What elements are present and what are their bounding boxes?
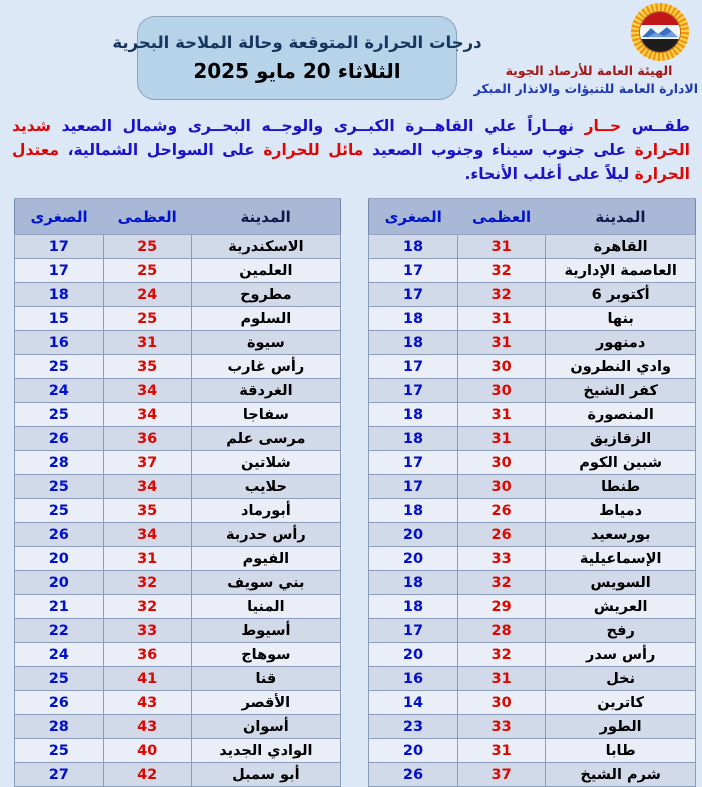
max-temp: 37 bbox=[457, 763, 545, 787]
max-temp: 26 bbox=[457, 523, 545, 547]
city-name: المنصورة bbox=[546, 403, 696, 427]
city-name: الإسماعيلية bbox=[546, 547, 696, 571]
forecast-segment: معتدل الحرارة bbox=[12, 141, 690, 184]
table-row bbox=[15, 595, 341, 619]
table-row bbox=[369, 547, 696, 571]
max-temp: 31 bbox=[457, 307, 545, 331]
city-name: شرم الشيخ bbox=[546, 763, 696, 787]
min-temp: 22 bbox=[15, 619, 104, 643]
min-temp: 18 bbox=[369, 235, 458, 259]
temperature-table-left bbox=[14, 198, 341, 787]
table-row bbox=[369, 499, 696, 523]
city-name: الطور bbox=[546, 715, 696, 739]
table-row bbox=[15, 283, 341, 307]
city-name: بورسعيد bbox=[546, 523, 696, 547]
max-temp: 41 bbox=[103, 667, 191, 691]
max-temp: 33 bbox=[457, 547, 545, 571]
min-temp: 27 bbox=[15, 763, 104, 787]
city-name: وادي النطرون bbox=[546, 355, 696, 379]
min-temp: 28 bbox=[15, 715, 104, 739]
city-name: العاصمة الإدارية bbox=[546, 259, 696, 283]
city-name: بنها bbox=[546, 307, 696, 331]
flag-circle-icon bbox=[639, 11, 681, 53]
max-temp: 32 bbox=[103, 571, 191, 595]
max-temp: 31 bbox=[457, 235, 545, 259]
header-row bbox=[369, 199, 696, 235]
min-temp: 18 bbox=[369, 595, 458, 619]
forecast-segment: ليلاً على أغلب الأنحاء. bbox=[464, 165, 635, 184]
city-name: السويس bbox=[546, 571, 696, 595]
table-row bbox=[369, 427, 696, 451]
min-temp: 23 bbox=[369, 715, 458, 739]
min-temp: 25 bbox=[15, 739, 104, 763]
table-row bbox=[369, 235, 696, 259]
table-row bbox=[15, 475, 341, 499]
forecast-segment: على جنوب سيناء وجنوب الصعيد bbox=[363, 141, 635, 160]
max-temp: 40 bbox=[103, 739, 191, 763]
min-temp: 18 bbox=[369, 403, 458, 427]
max-temp: 30 bbox=[457, 691, 545, 715]
table-row bbox=[15, 379, 341, 403]
org-name: الهيئة العامة للأرصاد الجوية bbox=[505, 63, 673, 78]
city-name: أبو سمبل bbox=[191, 763, 340, 787]
forecast-segment: مائل للحرارة bbox=[263, 141, 364, 160]
table-row bbox=[369, 763, 696, 787]
min-temp: 26 bbox=[369, 763, 458, 787]
city-name: المنيا bbox=[191, 595, 340, 619]
table-row bbox=[369, 379, 696, 403]
max-temp: 31 bbox=[457, 403, 545, 427]
max-temp: 33 bbox=[457, 715, 545, 739]
table-row bbox=[369, 619, 696, 643]
max-temp: 35 bbox=[103, 499, 191, 523]
city-name: رفح bbox=[546, 619, 696, 643]
max-temp: 32 bbox=[457, 259, 545, 283]
column-header-max: العظمى bbox=[103, 199, 191, 235]
min-temp: 26 bbox=[15, 523, 104, 547]
org-department: الادارة العامة للتنبؤات والانذار المبكر bbox=[473, 81, 698, 97]
bulletin-header bbox=[0, 0, 702, 106]
table-row bbox=[15, 259, 341, 283]
city-name: بني سويف bbox=[191, 571, 340, 595]
max-temp: 30 bbox=[457, 379, 545, 403]
column-header-city: المدينة bbox=[191, 199, 340, 235]
min-temp: 25 bbox=[15, 667, 104, 691]
table-body bbox=[369, 235, 696, 787]
min-temp: 20 bbox=[15, 571, 104, 595]
min-temp: 18 bbox=[369, 427, 458, 451]
min-temp: 20 bbox=[369, 523, 458, 547]
title-box bbox=[112, 16, 482, 100]
min-temp: 25 bbox=[15, 355, 104, 379]
table-row bbox=[15, 691, 341, 715]
table-row bbox=[15, 571, 341, 595]
min-temp: 17 bbox=[369, 475, 458, 499]
max-temp: 30 bbox=[457, 475, 545, 499]
table-row bbox=[15, 331, 341, 355]
min-temp: 25 bbox=[15, 403, 104, 427]
column-header-min: الصغرى bbox=[15, 199, 104, 235]
table-row bbox=[15, 547, 341, 571]
table-row bbox=[15, 427, 341, 451]
city-name: دمنهور bbox=[546, 331, 696, 355]
min-temp: 16 bbox=[15, 331, 104, 355]
max-temp: 42 bbox=[103, 763, 191, 787]
forecast-segment: على السواحل الشمالية، bbox=[59, 141, 264, 160]
city-name: أبورماد bbox=[191, 499, 340, 523]
temperature-tables bbox=[0, 192, 702, 787]
max-temp: 24 bbox=[103, 283, 191, 307]
cloud-mountain-icon bbox=[640, 25, 680, 38]
city-name: رأس غارب bbox=[191, 355, 340, 379]
min-temp: 28 bbox=[15, 451, 104, 475]
table-row bbox=[15, 355, 341, 379]
table-row bbox=[369, 571, 696, 595]
city-name: سيوة bbox=[191, 331, 340, 355]
max-temp: 37 bbox=[103, 451, 191, 475]
city-name: كاترين bbox=[546, 691, 696, 715]
met-authority-sun-logo-icon bbox=[631, 3, 689, 61]
min-temp: 17 bbox=[369, 283, 458, 307]
max-temp: 43 bbox=[103, 715, 191, 739]
table-row bbox=[369, 283, 696, 307]
table-row bbox=[369, 667, 696, 691]
city-name: سوهاج bbox=[191, 643, 340, 667]
forecast-segment: طقــس bbox=[621, 117, 690, 135]
table-row bbox=[15, 763, 341, 787]
min-temp: 17 bbox=[369, 619, 458, 643]
flag-red-stripe bbox=[640, 12, 680, 25]
city-name: الغردقة bbox=[191, 379, 340, 403]
flag-black-stripe bbox=[640, 39, 680, 52]
max-temp: 31 bbox=[103, 547, 191, 571]
max-temp: 31 bbox=[457, 427, 545, 451]
city-name: طابا bbox=[546, 739, 696, 763]
table-row bbox=[369, 331, 696, 355]
city-name: الأقصر bbox=[191, 691, 340, 715]
max-temp: 32 bbox=[103, 595, 191, 619]
max-temp: 32 bbox=[457, 643, 545, 667]
min-temp: 17 bbox=[369, 451, 458, 475]
min-temp: 20 bbox=[15, 547, 104, 571]
city-name: حلايب bbox=[191, 475, 340, 499]
city-name: السلوم bbox=[191, 307, 340, 331]
max-temp: 31 bbox=[457, 739, 545, 763]
bulletin-title: درجات الحرارة المتوقعة وحالة الملاحة البحرية bbox=[112, 33, 482, 52]
city-name: العريش bbox=[546, 595, 696, 619]
min-temp: 24 bbox=[15, 643, 104, 667]
min-temp: 20 bbox=[369, 739, 458, 763]
table-row bbox=[369, 259, 696, 283]
table-row bbox=[369, 307, 696, 331]
min-temp: 26 bbox=[15, 691, 104, 715]
max-temp: 34 bbox=[103, 523, 191, 547]
table-row bbox=[15, 451, 341, 475]
table-row bbox=[15, 523, 341, 547]
min-temp: 21 bbox=[15, 595, 104, 619]
city-name: كفر الشيخ bbox=[546, 379, 696, 403]
max-temp: 32 bbox=[457, 283, 545, 307]
bulletin-date: الثلاثاء 20 مايو 2025 bbox=[193, 59, 401, 83]
city-name: أسيوط bbox=[191, 619, 340, 643]
header-row bbox=[15, 199, 341, 235]
table-row bbox=[15, 307, 341, 331]
city-name: العلمين bbox=[191, 259, 340, 283]
table-row bbox=[369, 691, 696, 715]
table-row bbox=[369, 355, 696, 379]
city-name: نخل bbox=[546, 667, 696, 691]
table-row bbox=[15, 715, 341, 739]
max-temp: 31 bbox=[103, 331, 191, 355]
min-temp: 16 bbox=[369, 667, 458, 691]
table-row bbox=[15, 643, 341, 667]
city-name: رأس سدر bbox=[546, 643, 696, 667]
min-temp: 17 bbox=[15, 235, 104, 259]
city-name: مطروح bbox=[191, 283, 340, 307]
max-temp: 25 bbox=[103, 235, 191, 259]
city-name: الفيوم bbox=[191, 547, 340, 571]
table-row bbox=[15, 739, 341, 763]
organization-text bbox=[473, 62, 698, 98]
max-temp: 34 bbox=[103, 403, 191, 427]
max-temp: 25 bbox=[103, 307, 191, 331]
min-temp: 20 bbox=[369, 547, 458, 571]
city-name: شبين الكوم bbox=[546, 451, 696, 475]
min-temp: 18 bbox=[369, 307, 458, 331]
min-temp: 17 bbox=[369, 379, 458, 403]
min-temp: 15 bbox=[15, 307, 104, 331]
max-temp: 36 bbox=[103, 427, 191, 451]
forecast-text bbox=[12, 114, 690, 186]
table-row bbox=[15, 499, 341, 523]
table-row bbox=[15, 667, 341, 691]
max-temp: 25 bbox=[103, 259, 191, 283]
table-row bbox=[369, 715, 696, 739]
temperature-table-right bbox=[368, 198, 696, 787]
city-name: قنا bbox=[191, 667, 340, 691]
min-temp: 17 bbox=[369, 259, 458, 283]
max-temp: 34 bbox=[103, 379, 191, 403]
city-name: الاسكندرية bbox=[191, 235, 340, 259]
min-temp: 18 bbox=[369, 499, 458, 523]
table-row bbox=[369, 451, 696, 475]
column-header-max: العظمى bbox=[457, 199, 545, 235]
min-temp: 25 bbox=[15, 499, 104, 523]
table-body bbox=[15, 235, 341, 787]
min-temp: 17 bbox=[15, 259, 104, 283]
forecast-segment: نهــاراً علي القاهــرة الكبــرى والوجــه البحــرى وشمال الصعيد bbox=[50, 117, 585, 135]
min-temp: 24 bbox=[15, 379, 104, 403]
max-temp: 30 bbox=[457, 355, 545, 379]
city-name: طنطا bbox=[546, 475, 696, 499]
max-temp: 36 bbox=[103, 643, 191, 667]
max-temp: 26 bbox=[457, 499, 545, 523]
city-name: أسوان bbox=[191, 715, 340, 739]
flag-white-stripe bbox=[640, 25, 680, 38]
table-row bbox=[369, 475, 696, 499]
max-temp: 35 bbox=[103, 355, 191, 379]
table-header bbox=[369, 199, 696, 235]
max-temp: 33 bbox=[103, 619, 191, 643]
max-temp: 29 bbox=[457, 595, 545, 619]
table-row bbox=[15, 235, 341, 259]
city-name: سفاجا bbox=[191, 403, 340, 427]
max-temp: 30 bbox=[457, 451, 545, 475]
city-name: دمياط bbox=[546, 499, 696, 523]
column-header-min: الصغرى bbox=[369, 199, 458, 235]
table-row bbox=[369, 643, 696, 667]
max-temp: 31 bbox=[457, 667, 545, 691]
min-temp: 14 bbox=[369, 691, 458, 715]
min-temp: 18 bbox=[369, 571, 458, 595]
max-temp: 32 bbox=[457, 571, 545, 595]
city-name: 6 أكتوبر bbox=[546, 283, 696, 307]
forecast-segment: شديد الحرارة bbox=[12, 117, 690, 160]
min-temp: 18 bbox=[369, 331, 458, 355]
min-temp: 26 bbox=[15, 427, 104, 451]
table-row bbox=[369, 403, 696, 427]
max-temp: 43 bbox=[103, 691, 191, 715]
max-temp: 28 bbox=[457, 619, 545, 643]
city-name: شلاتين bbox=[191, 451, 340, 475]
city-name: الوادي الجديد bbox=[191, 739, 340, 763]
table-row bbox=[15, 619, 341, 643]
min-temp: 25 bbox=[15, 475, 104, 499]
max-temp: 31 bbox=[457, 331, 545, 355]
max-temp: 34 bbox=[103, 475, 191, 499]
city-name: رأس حدربة bbox=[191, 523, 340, 547]
min-temp: 17 bbox=[369, 355, 458, 379]
table-row bbox=[369, 595, 696, 619]
city-name: مرسى علم bbox=[191, 427, 340, 451]
table-header bbox=[15, 199, 341, 235]
city-name: القاهرة bbox=[546, 235, 696, 259]
column-header-city: المدينة bbox=[546, 199, 696, 235]
min-temp: 18 bbox=[15, 283, 104, 307]
forecast-segment: حــار bbox=[584, 117, 622, 135]
city-name: الزقازيق bbox=[546, 427, 696, 451]
min-temp: 20 bbox=[369, 643, 458, 667]
table-row bbox=[369, 739, 696, 763]
table-row bbox=[369, 523, 696, 547]
table-row bbox=[15, 403, 341, 427]
